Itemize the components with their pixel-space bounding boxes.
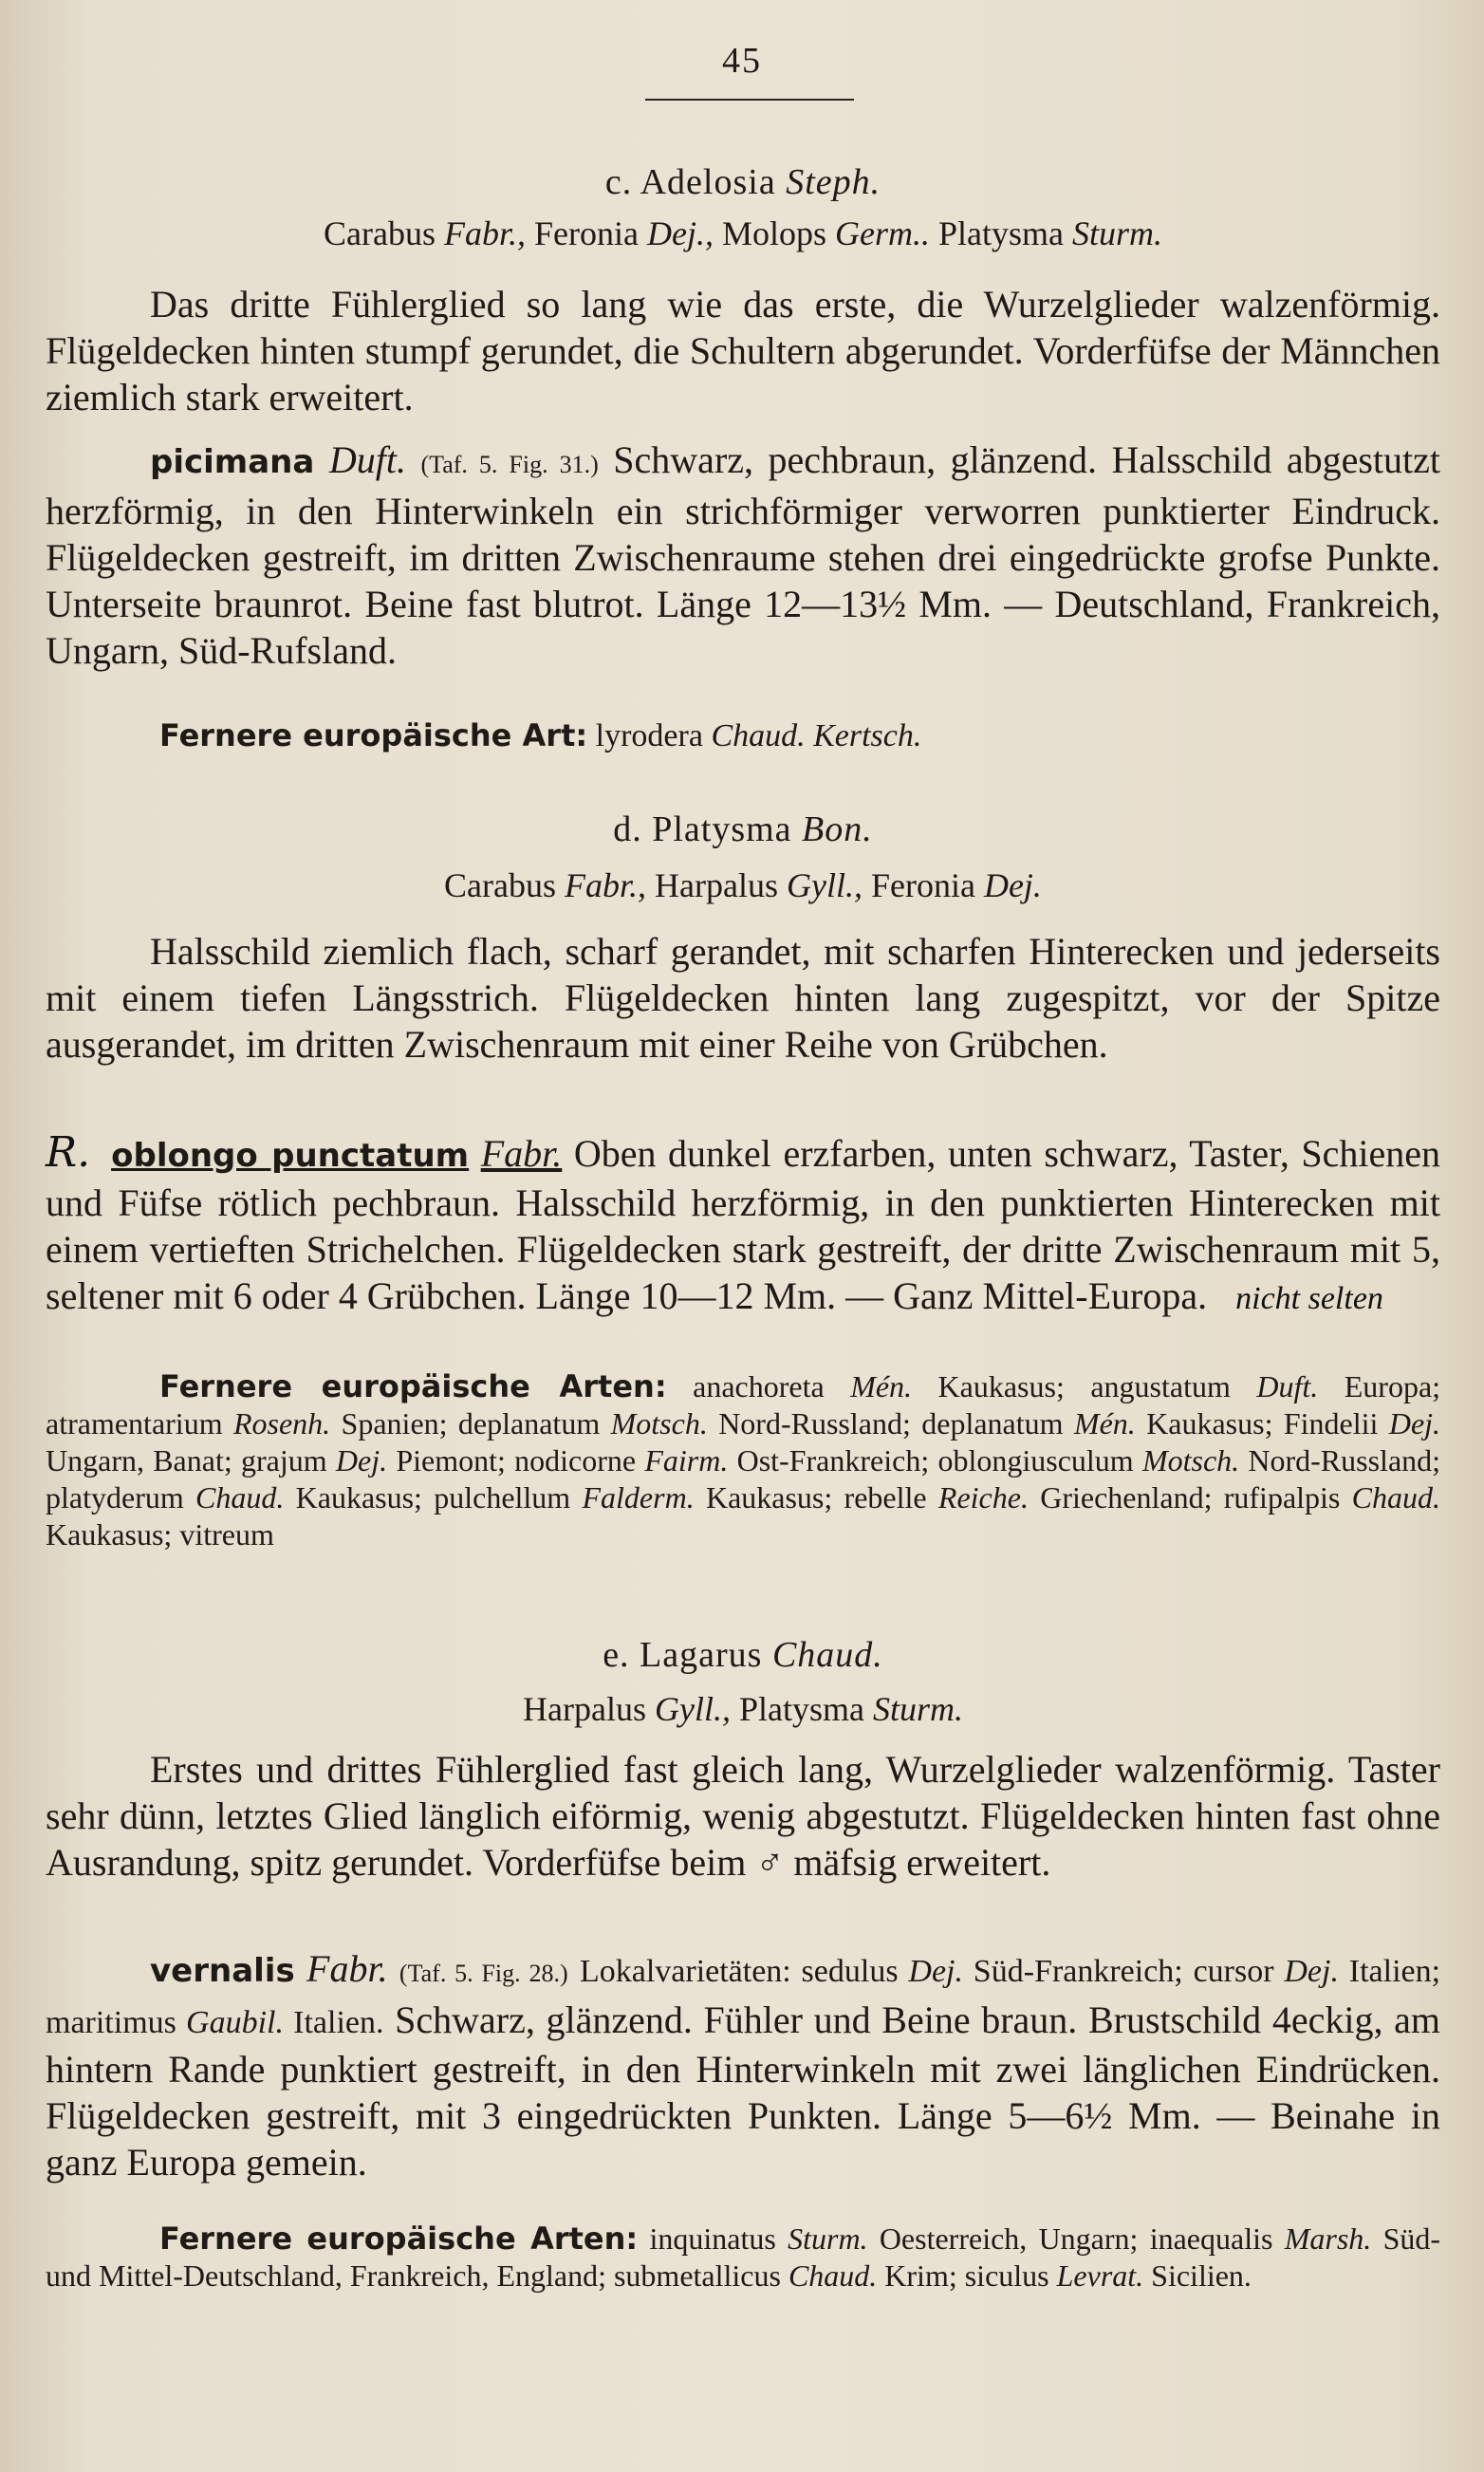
species-name: oblongo punctatum xyxy=(111,1137,470,1175)
species-vernalis: vernalis Fabr. (Taf. 5. Fig. 28.) Lokalvarietäten: sedulus Dej. Süd-Frankreich; cursor Dej. Italien; maritimus Gaubil. Italien. Schwarz, glänzend. Fühler und Beine braun. Brustschild 4eckig, am hintern Rande punktiert gestreift, in den Hinterwinkeln mit zwei länglichen Eindrücken. Flügeldecken gestreift, mit 3 eingedrückten Punkten. Länge 5—6½ Mm. — Beinahe in ganz Europa gemein. xyxy=(46,1947,1441,2184)
section-c-synonyms: Carabus Fabr., Feronia Dej., Molops Germ.. Platysma Sturm. xyxy=(324,214,1162,252)
page-number-rule xyxy=(645,99,854,101)
section-e-title: e. Lagarus Chaud. xyxy=(603,1635,883,1675)
section-d-synonyms: Carabus Fabr., Harpalus Gyll., Feronia Dej. xyxy=(444,866,1042,904)
handwritten-note: nicht selten xyxy=(1235,1281,1383,1316)
section-e-description: Erstes und drittes Fühlerglied fast gleich lang, Wurzelglieder walzenförmig. Taster sehr dünn, letztes Glied länglich eiförmig, wenig abgestutzt. Flügeldecken hinten fast ohne Ausrandung, spitz gerundet. Vorderfüfse beim ♂ mäfsig erweitert. xyxy=(46,1748,1440,1884)
species-name: vernalis xyxy=(150,1952,295,1990)
handwritten-mark: R. xyxy=(46,1128,91,1177)
species-oblongo-punctatum: R. oblongo punctatum Fabr. Oben dunkel erzfarben, unten schwarz, Taster, Schienen und Füfse rötlich pechbraun. Halsschild herzförmig, in den punktierten Hinterecken mit einem vertieften Strichelchen. Flügeldecken stark gestreift, der dritte Zwischenraum mit 5, seltener mit 6 oder 4 Grübchen. Länge 10—12 Mm. — Ganz Mittel-Europa. nicht selten xyxy=(46,1128,1441,1317)
section-d-description: Halsschild ziemlich flach, scharf gerandet, mit scharfen Hinterecken und jederseits mit einem tiefen Längsstrich. Flügeldecken hinten lang zugespitzt, vor der Spitze ausgerandet, im dritten Zwischenraum mit einer Reihe von Grübchen. xyxy=(46,930,1440,1066)
section-c-description: Das dritte Fühlerglied so lang wie das erste, die Wurzelglieder walzenförmig. Flügeldecken hinten stumpf gerundet, die Schultern abgerundet. Vorderfüfse der Männchen ziemlich stark erweitert. xyxy=(46,283,1440,418)
section-d-other-species: Fernere europäische Arten: anachoreta Mén. Kaukasus; angustatum Duft. Europa; atramentarium Rosenh. Spanien; deplanatum Motsch. Nord-Russland; deplanatum Mén. Kaukasus; Findelii Dej. Ungarn, Banat; grajum Dej. Piemont; nodicorne Fairm. Ost-Frankreich; oblongiusculum Motsch. Nord-Russland; platyderum Chaud. Kaukasus; pulchellum Falderm. Kaukasus; rebelle Reiche. Griechenland; rufipalpis Chaud. Kaukasus; vitreum xyxy=(46,1368,1441,1552)
species-name: picimana xyxy=(150,443,315,481)
section-c-title: c. Adelosia Steph. xyxy=(604,162,881,202)
section-e-synonyms: Harpalus Gyll., Platysma Sturm. xyxy=(523,1690,963,1728)
section-e-other-species: Fernere europäische Arten: inquinatus Sturm. Oesterreich, Ungarn; inaequalis Marsh. Süd- und Mittel-Deutschland, Frankreich, England; submetallicus Chaud. Krim; siculus Levrat. Sicilien. xyxy=(46,2221,1441,2293)
section-d-title: d. Platysma Bon. xyxy=(613,809,873,849)
section-c-other-species: Fernere europäische Art: lyrodera Chaud. Kertsch. xyxy=(159,717,922,753)
species-picimana: picimana Duft. (Taf. 5. Fig. 31.) Schwarz, pechbraun, glänzend. Halsschild abgestutzt herzförmig, in den Hinterwinkeln ein strichförmiger verworren punktierter Eindruck. Flügeldecken gestreift, im dritten Zwischenraume stehen drei eingedrückte grofse Punkte. Unterseite braunrot. Beine fast blutrot. Länge 12—13½ Mm. — Deutschland, Frankreich, Ungarn, Süd-Rufsland. xyxy=(46,438,1441,672)
page-number: 45 xyxy=(722,41,762,81)
